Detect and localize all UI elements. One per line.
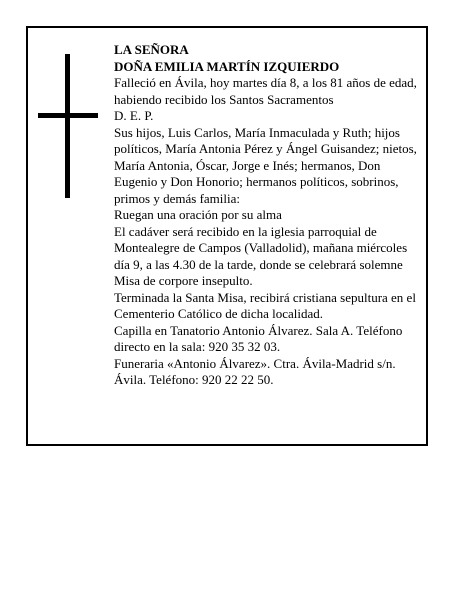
notice-heading: LA SEÑORA xyxy=(114,42,189,57)
chapel-info: Capilla en Tanatorio Antonio Álvarez. Sala A. Teléfono directo en la sala: 920 35 32 03. xyxy=(114,322,403,354)
deceased-name: DOÑA EMILIA MARTÍN IZQUIERDO xyxy=(114,58,340,74)
death-announcement: Falleció en Ávila, hoy martes día 8, a los 81 años de edad, habiendo recibido los Santos Sacramentos xyxy=(114,75,417,107)
obituary-notice xyxy=(26,26,428,446)
burial-details: Terminada la Santa Misa, recibirá cristiana sepultura en el Cementerio Católico de dicha localidad. xyxy=(114,289,416,321)
rip-line: D. E. P. xyxy=(114,108,154,123)
funeral-home-info: Funeraria «Antonio Álvarez». Ctra. Ávila-Madrid s/n. Ávila. Teléfono: 920 22 22 50. xyxy=(114,355,396,387)
cross-icon xyxy=(38,54,98,198)
family-list: Sus hijos, Luis Carlos, María Inmaculada y Ruth; hijos políticos, María Antonia Pérez y Ángel Guisandez; nietos, María Antonia, Óscar, Jorge e Inés; hermanos, Don Eugenio y Don Honorio; hermanos políticos, sobrinos, primos y demás familia: xyxy=(114,124,417,206)
funeral-details: El cadáver será recibido en la iglesia parroquial de Montealegre de Campos (Valladolid), mañana miércoles día 9, a las 4.30 de la tarde, donde se celebrará solemne Misa de corpore insepulto. xyxy=(114,223,408,288)
prayer-request: Ruegan una oración por su alma xyxy=(114,207,282,222)
obituary-text xyxy=(114,42,426,389)
